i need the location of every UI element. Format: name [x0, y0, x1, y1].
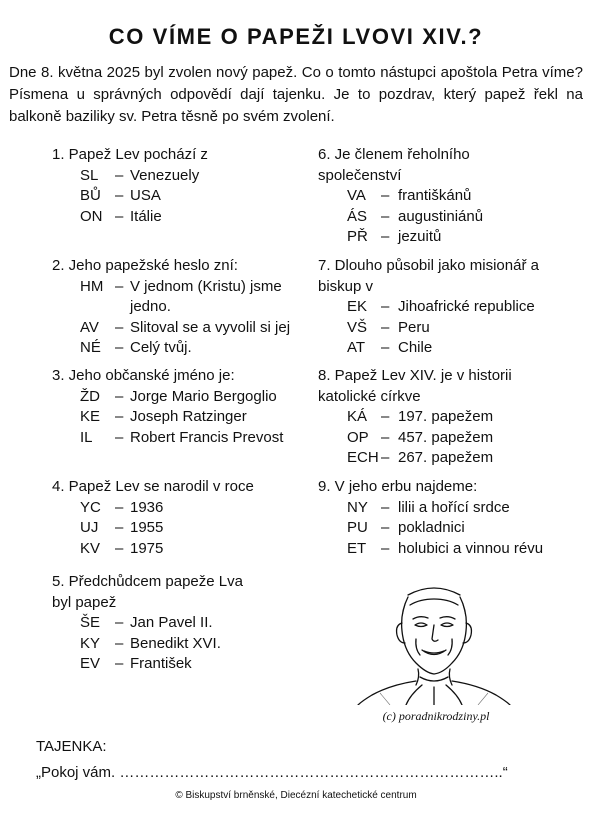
option-dash: – — [115, 614, 124, 631]
answer-option — [318, 318, 558, 339]
question-text: 7. Dlouho působil jako misionář a biskup v — [318, 257, 539, 295]
question-4 — [52, 477, 298, 559]
answer-option — [52, 518, 298, 539]
option-code: EK — [347, 298, 368, 315]
option-answer: Benedikt XVI. — [130, 634, 221, 652]
option-code: PU — [347, 519, 368, 536]
option-dash: – — [115, 498, 124, 516]
tajenka-label: TAJENKA: — [36, 738, 107, 755]
option-answer: Jorge Mario Bergoglio — [130, 387, 277, 405]
answer-fill-line: „Pokoj vám. …………………………………………………………………..“ — [36, 764, 508, 781]
question-text: 5. Předchůdcem papeže Lva — [52, 573, 243, 590]
option-dash: – — [381, 408, 390, 425]
option-dash: – — [381, 318, 390, 336]
option-code: AV — [80, 318, 99, 336]
answer-option — [52, 407, 298, 428]
option-dash: – — [115, 207, 124, 225]
option-code: ŠE — [80, 614, 101, 631]
question-text: 2. Jeho papežské heslo zní: — [52, 257, 238, 274]
option-code: KE — [80, 408, 101, 425]
option-code: AT — [347, 339, 366, 356]
option-code: VŠ — [347, 318, 368, 336]
option-answer: 1955 — [130, 519, 164, 536]
option-code: NÉ — [80, 339, 101, 356]
page-title: CO VÍME O PAPEŽI LVOVI XIV.? — [108, 24, 484, 49]
option-answer: jezuitů — [398, 228, 442, 245]
option-answer: augustiniánů — [398, 207, 484, 225]
option-code: HM — [80, 277, 104, 295]
answer-option — [52, 634, 298, 655]
option-code: UJ — [80, 519, 99, 536]
answer-option — [318, 407, 558, 428]
option-answer: Celý tvůj. — [130, 339, 192, 356]
option-answer: lilii a hořící srdce — [398, 498, 510, 516]
option-dash: – — [115, 539, 124, 557]
question-7 — [318, 256, 558, 359]
option-answer: holubici a vinnou révu — [398, 539, 544, 557]
option-dash: – — [115, 634, 124, 652]
option-answer: Jihoafrické republice — [398, 298, 535, 315]
answer-option — [318, 518, 568, 539]
answer-option — [52, 539, 298, 560]
option-dash: – — [381, 428, 390, 446]
footer-copyright: © Biskupství brněnské, Diecézní katechetické centrum — [175, 790, 417, 801]
answer-option — [52, 318, 298, 339]
question-text: 6. Je členem řeholního společenství — [318, 146, 470, 184]
option-code: ET — [347, 539, 367, 557]
illustration-credit: (c) poradnikrodziny.pl — [382, 709, 490, 723]
option-dash: – — [381, 207, 390, 225]
intro-paragraph: Dne 8. května 2025 byl zvolen nový papež. Co o tomto nástupci apoštola Petra víme? Písmena u správných odpovědí dají tajenku. Je to pozdrav, který papež řekl na balkoně baziliky sv. Petra těsně po svém zvolení. — [9, 64, 583, 125]
option-code: NY — [347, 498, 368, 516]
answer-option — [318, 207, 483, 228]
option-code: KY — [80, 634, 101, 652]
answer-option — [52, 428, 298, 449]
option-dash: – — [381, 539, 390, 557]
answer-option — [52, 387, 298, 408]
question-text: 8. Papež Lev XIV. je v historii katolické církve — [318, 367, 512, 405]
option-code: ÁS — [347, 207, 368, 225]
option-dash: – — [115, 339, 124, 356]
answer-option — [318, 539, 568, 560]
answer-option — [52, 277, 298, 318]
question-text: 9. V jeho erbu najdeme: — [318, 478, 478, 495]
question-text-continued: byl papež — [52, 593, 117, 611]
answer-option — [318, 498, 568, 519]
answer-option — [318, 428, 558, 449]
question-3 — [52, 366, 298, 448]
option-answer: V jednom (Kristu) jsme jedno. — [130, 277, 282, 315]
option-code: BŮ — [80, 187, 101, 204]
option-code: ŽD — [80, 387, 100, 405]
option-answer: Chile — [398, 339, 433, 356]
option-answer: Venezuely — [130, 166, 200, 184]
option-dash: – — [381, 519, 390, 536]
option-answer: 267. papežem — [398, 449, 494, 466]
option-answer: František — [130, 655, 192, 672]
option-code: KÁ — [347, 408, 368, 425]
option-dash: – — [115, 318, 124, 336]
answer-option — [52, 654, 298, 675]
option-code: KV — [80, 539, 101, 557]
option-dash: – — [381, 339, 390, 356]
option-code: OP — [347, 428, 369, 446]
answer-option — [318, 186, 483, 207]
option-answer: Joseph Ratzinger — [130, 408, 247, 425]
answer-option — [318, 448, 558, 469]
answer-option — [52, 207, 292, 228]
option-code: YC — [80, 498, 101, 516]
option-dash: – — [381, 298, 390, 315]
option-dash: – — [381, 228, 390, 245]
option-dash: – — [381, 187, 390, 204]
answer-option — [52, 498, 298, 519]
option-answer: Peru — [398, 318, 430, 336]
option-dash: – — [115, 428, 124, 446]
option-dash: – — [115, 166, 124, 184]
option-answer: 457. papežem — [398, 428, 494, 446]
option-dash: – — [381, 498, 390, 516]
question-text: 4. Papež Lev se narodil v roce — [52, 478, 254, 495]
option-dash: – — [115, 187, 124, 204]
question-8 — [318, 366, 558, 469]
option-code: ECH — [347, 449, 379, 466]
option-dash: – — [115, 408, 124, 425]
option-answer: Jan Pavel II. — [130, 614, 213, 631]
question-text: 3. Jeho občanské jméno je: — [52, 367, 235, 384]
option-dash: – — [115, 387, 124, 405]
option-dash: – — [115, 277, 124, 295]
pope-portrait-illustration — [350, 573, 518, 705]
answer-option — [52, 338, 298, 359]
option-answer: USA — [130, 187, 161, 204]
answer-option — [318, 297, 558, 318]
option-code: PŘ — [347, 228, 368, 245]
answer-option — [318, 338, 558, 359]
option-dash: – — [115, 519, 124, 536]
question-2 — [52, 256, 298, 359]
question-5 — [52, 572, 298, 675]
answer-option — [318, 227, 483, 248]
option-code: VA — [347, 187, 366, 204]
option-answer: 1936 — [130, 498, 164, 516]
option-code: EV — [80, 655, 101, 672]
option-answer: Robert Francis Prevost — [130, 428, 284, 446]
question-6 — [318, 145, 483, 248]
question-9 — [318, 477, 568, 559]
option-answer: Slitoval se a vyvolil si jej — [130, 318, 291, 336]
answer-option — [52, 186, 292, 207]
question-1 — [52, 145, 292, 227]
option-code: SL — [80, 166, 99, 184]
answer-option — [52, 613, 298, 634]
option-answer: františkánů — [398, 187, 472, 204]
question-text: 1. Papež Lev pochází z — [52, 146, 208, 163]
option-dash: – — [115, 655, 124, 672]
option-dash: – — [381, 449, 390, 466]
option-answer: 1975 — [130, 539, 164, 557]
option-answer: 197. papežem — [398, 408, 494, 425]
option-answer: Itálie — [130, 207, 162, 225]
option-code: ON — [80, 207, 103, 225]
answer-option — [52, 166, 292, 187]
option-code: IL — [80, 428, 93, 446]
option-answer: pokladnici — [398, 519, 465, 536]
